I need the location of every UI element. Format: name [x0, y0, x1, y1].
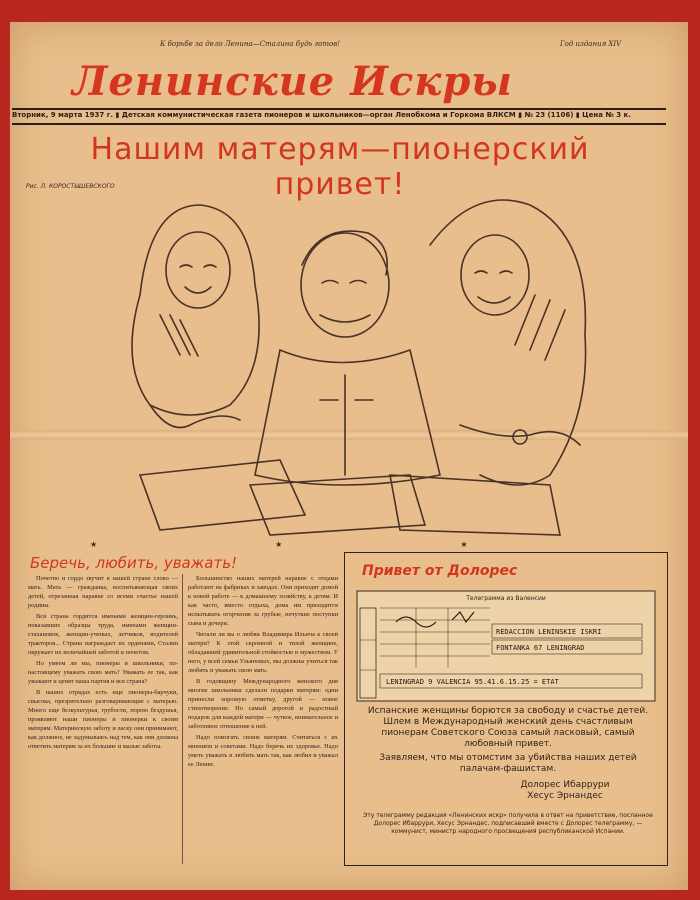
issue-info-bar: Вторник, 9 марта 1937 г. ▮ Детская коммунистическая газета пионеров и школьников—орган Ленобкома и Горкома ВЛКСМ ▮ № 23 (1106) ▮ Цена № 3 к. — [12, 108, 666, 125]
paragraph: Вся страна гордится именами женщин-героинь, показавших образцы труда, именами женщин-стахановок, женщин-ученых, летчиков, водителей тракторов... Страна награждает их орденами, Сталин окружает их величайшей заботой и почетом. — [28, 613, 178, 656]
telegram-address-1: REDACCION LENINSKIE ISKRI — [496, 628, 602, 636]
paragraph: Почетно и гордо звучит в нашей стране слово — мать. Мать — гражданка, воспитывающая своих детей, отрезанная наравне со всеми счастье нашей родины. — [28, 575, 178, 609]
section-divider-stars: ★★★ — [90, 540, 646, 549]
signer: Хесус Эрнандес — [527, 791, 603, 801]
main-headline: Нашим матерям—пионерский привет! — [90, 132, 590, 202]
paragraph: Читали ли вы о любви Владимира Ильича к своей матери? К этой скромной и тихой женщине, обладавшей удивительной стойкостью и мужеством. У него, у всей семьи Ульяновых, мы должны учиться так любить и уважать свою мать. — [188, 631, 338, 674]
telegram-route: LENINGRAD 9 VALENCIA 95.41.6.15.25 = ETAT — [386, 678, 559, 686]
signer: Долорес Ибаррури — [520, 780, 610, 790]
editorial-note: Эту телеграмму редакция «Ленинских искр» получила в ответ на приветствие, посланное Долорес Ибаррури, Хесус Эрнандес, подписавший вместе с Долорес телеграмму, — коммунист, министр народного просвещения республиканской Испании. — [363, 812, 653, 835]
message-paragraph: Испанские женщины борются за свободу и счастье детей. Шлем в Международный женский день счастливым пионерам Советского Союза самый ласковый, самый любовный привет. — [367, 706, 649, 749]
article-title: Беречь, любить, уважать! — [30, 554, 238, 572]
year-of-publication: Год издания XIV — [560, 40, 622, 48]
telegram-signers — [480, 780, 650, 802]
telegram-box-title: Привет от Долорес — [362, 563, 518, 579]
paragraph: Большинство наших матерей наравне с отцами работают на фабриках и заводах. Они приходят домой к новой работе — к домашнему хозяйству, к детям. И как часто, вместо отдыха, дома им приходится испытывать огорчения за грубые, нечуткие поступки сына и дочери. — [188, 575, 338, 627]
paragraph: В наших отрядах есть еще пионеры-барчуки, свысока, презрительно разговаривающие с матерью. Много еще безкультурья, грубости, порою бездушья, проявляют наши пионеры и пионерки к своим матерям. Материнскую заботу и ласку они принимают, как должное, не задумываясь над тем, как они должны ответить матерям за их большие и малые заботы. — [28, 689, 178, 750]
telegram-form — [356, 590, 656, 702]
front-page-illustration — [80, 175, 620, 545]
article-column-2 — [188, 574, 338, 874]
telegram-message — [360, 706, 656, 778]
paragraph: Надо помогать своим матерям. Считаться с их мнением и советами. Надо беречь их здоровье. Надо уметь уважать и любить мать так, как любил и уважал ее Ленин. — [188, 734, 338, 768]
telegram-address-2: FONTANKA 67 LENINGRAD — [496, 644, 585, 652]
paragraph: Но умеем ли мы, пионеры и школьники, по-настоящему уважать свою мать? Уважать ее так, как уважают и ценят наша партия и вся страна? — [28, 660, 178, 685]
column-rule — [182, 574, 183, 864]
article-column-1 — [28, 574, 178, 874]
masthead-title: Ленинские Искры — [72, 58, 513, 105]
illustration-credit: Рис. Л. КОРОСТЫШЕВСКОГО — [26, 183, 115, 190]
paragraph: В годовщину Международного женского дня многие школьники сделали подарки матерям: одни принесли хорошую отметку, другой — новое стихотворение. Но самый дорогой и радостный подарок для каждой матери — чуткое, внимательное и заботливое отношение к ней. — [188, 678, 338, 730]
telegram-form-label: Телеграмма из Валенсии — [466, 595, 546, 602]
motto: К борьбе за дело Ленина—Сталина будь готов! — [160, 40, 341, 48]
message-paragraph: Заявляем, что мы отомстим за убийства наших детей палачам-фашистам. — [379, 753, 637, 774]
